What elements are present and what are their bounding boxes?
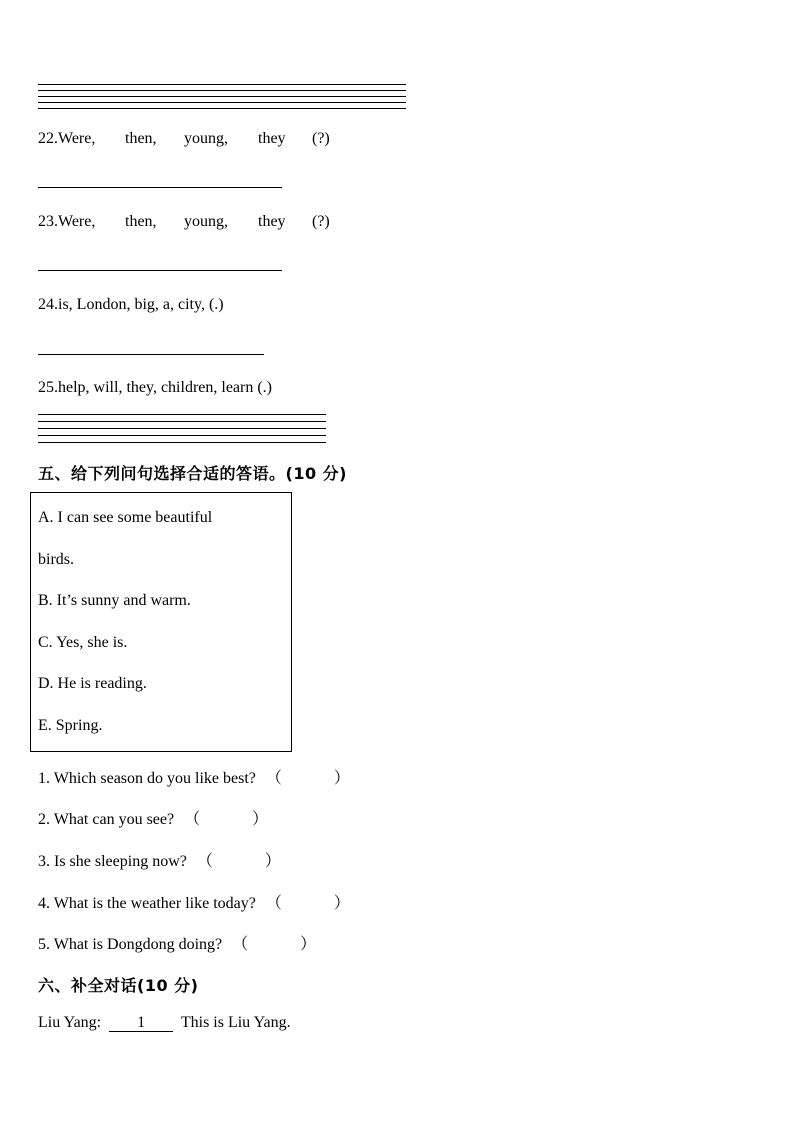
answer-line xyxy=(38,187,282,188)
answer-line xyxy=(38,442,326,443)
word: (?) xyxy=(312,213,330,230)
question-text: 3. Is she sleeping now? xyxy=(38,853,187,870)
word: Were, xyxy=(58,213,96,230)
word: young, xyxy=(184,130,228,147)
option-a-continued: birds. xyxy=(38,551,74,568)
option-c: C. Yes, she is. xyxy=(38,634,128,651)
answer-line xyxy=(38,96,406,97)
answer-paren[interactable]: （ ） xyxy=(265,770,350,787)
question-number: 22. xyxy=(38,130,58,147)
question-text: 2. What can you see? xyxy=(38,811,175,828)
match-question-4 xyxy=(38,890,350,913)
question-22 xyxy=(38,130,330,148)
answer-line xyxy=(38,90,406,91)
option-a: A. I can see some beautiful xyxy=(38,509,213,526)
question-number: 25. xyxy=(38,379,58,396)
question-text: 4. What is the weather like today? xyxy=(38,895,256,912)
answer-line xyxy=(38,102,406,103)
option-d: D. He is reading. xyxy=(38,675,147,692)
answer-paren[interactable]: （ ） xyxy=(196,853,281,870)
speaker-name: Liu Yang: xyxy=(38,1014,102,1031)
question-25 xyxy=(38,379,272,397)
section-heading-5: 五、给下列问句选择合适的答语。(10 分) xyxy=(38,464,347,483)
answer-line xyxy=(38,414,326,415)
word: (?) xyxy=(312,130,330,147)
blank-number: 1 xyxy=(137,1014,146,1031)
section-heading-6: 六、补全对话(10 分) xyxy=(38,976,199,995)
word: Were, xyxy=(58,130,96,147)
answer-options-box xyxy=(30,492,292,752)
answer-line xyxy=(38,421,326,422)
word: they xyxy=(258,130,286,147)
question-text: 5. What is Dongdong doing? xyxy=(38,936,223,953)
dialogue-text: This is Liu Yang. xyxy=(180,1014,291,1031)
option-b: B. It’s sunny and warm. xyxy=(38,592,191,609)
question-text: help, will, they, children, learn (.) xyxy=(58,379,272,396)
match-question-5 xyxy=(38,931,316,954)
answer-paren[interactable]: （ ） xyxy=(265,895,350,912)
option-e: E. Spring. xyxy=(38,717,103,734)
answer-line xyxy=(38,428,326,429)
word: they xyxy=(258,213,286,230)
match-question-2 xyxy=(38,806,268,829)
question-24 xyxy=(38,296,224,314)
answer-paren[interactable]: （ ） xyxy=(184,811,269,828)
answer-line xyxy=(38,354,264,355)
question-text: 1. Which season do you like best? xyxy=(38,770,256,787)
word: then, xyxy=(125,213,157,230)
question-text: is, London, big, a, city, (.) xyxy=(58,296,224,313)
word: then, xyxy=(125,130,157,147)
dialogue-blank[interactable] xyxy=(109,1015,173,1032)
answer-paren[interactable]: （ ） xyxy=(232,936,317,953)
question-number: 24. xyxy=(38,296,58,313)
word: young, xyxy=(184,213,228,230)
question-23 xyxy=(38,213,330,231)
answer-line xyxy=(38,435,326,436)
dialogue-line-1 xyxy=(38,1014,291,1032)
answer-line xyxy=(38,270,282,271)
answer-line xyxy=(38,108,406,109)
answer-line xyxy=(38,84,406,85)
question-number: 23. xyxy=(38,213,58,230)
match-question-1 xyxy=(38,765,350,788)
match-question-3 xyxy=(38,848,281,871)
